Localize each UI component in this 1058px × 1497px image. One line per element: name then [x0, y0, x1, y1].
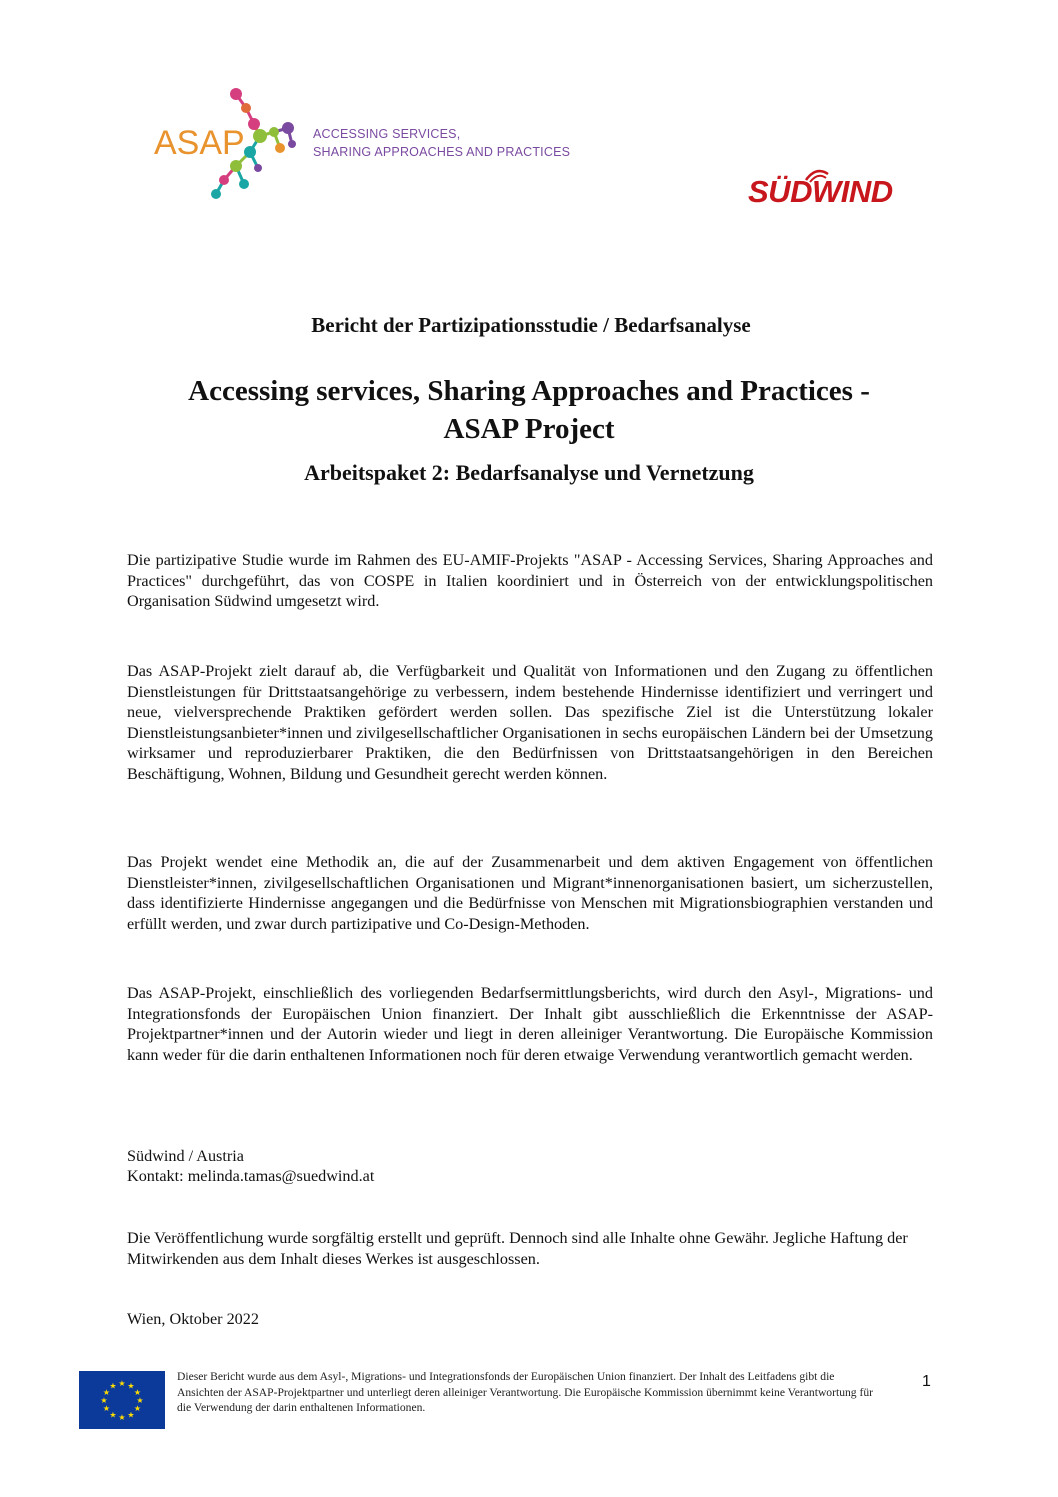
- suedwind-logo: [744, 168, 896, 218]
- asap-tagline-line2: SHARING APPROACHES AND PRACTICES: [313, 145, 571, 159]
- asap-logo: [150, 84, 571, 212]
- svg-text:★: ★: [133, 1404, 142, 1413]
- contact-line: Kontakt: melinda.tamas@suedwind.at: [127, 1167, 375, 1185]
- paragraph-funding: Das ASAP-Projekt, einschließlich des vorliegenden Bedarfsermittlungsberichts, wird durch den Asyl-, Migrations- und Integrationsfonds der Europäischen Union finanziert. Der Inhalt gibt ausschließlich die Erkenntnisse der ASAP-Projektpartner*innen und der Autorin wieder und liegt in deren alleiniger Verantwortung. Die Europäische Kommission kann weder für die darin enthaltenen Informationen noch für deren etwaige Verwendung verantwortlich gemacht werden.: [127, 984, 933, 1064]
- svg-text:★: ★: [109, 1381, 117, 1391]
- paragraph-study-intro: Die partizipative Studie wurde im Rahmen des EU-AMIF-Projekts "ASAP - Accessing Services, Sharing Approaches and Practices" durchgeführt, das von COSPE in Italien koordiniert und in Österreich von der entwicklungspolitischen Organisation Südwind umgesetzt wird.: [127, 551, 933, 611]
- footer-funding-note: Dieser Bericht wurde aus dem Asyl-, Migrations- und Integrationsfonds der Europäischen Union finanziert. Der Inhalt des Leitfadens gibt die Ansichten der ASAP-Projektpartner und unterliegt deren alleiniger Verantwortung. Die Europäische Kommission übernimmt keine Verantwortung für die Verwendung der darin enthaltenen Informationen.: [177, 1370, 873, 1415]
- svg-text:★: ★: [127, 1410, 135, 1420]
- work-package-title: Arbeitspaket 2: Bedarfsanalyse und Vernetzung: [304, 460, 754, 485]
- asap-tagline-line1: ACCESSING SERVICES,: [313, 127, 461, 141]
- organisation-line: Südwind / Austria: [127, 1147, 244, 1165]
- eu-flag-icon: [79, 1371, 165, 1429]
- date-line: Wien, Oktober 2022: [127, 1310, 259, 1328]
- svg-text:★: ★: [100, 1396, 108, 1405]
- wind-arc-icon: [802, 164, 832, 184]
- project-title: [0, 372, 1058, 448]
- document-title: Bericht der Partizipationsstudie / Bedarfsanalyse: [311, 313, 751, 337]
- asap-wordmark: ASAP: [154, 124, 245, 162]
- page-number: 1: [922, 1373, 931, 1390]
- svg-text:★: ★: [102, 1404, 111, 1413]
- svg-text:★: ★: [118, 1379, 126, 1388]
- svg-text:★: ★: [102, 1388, 111, 1397]
- eu-stars-icon: [79, 1371, 165, 1429]
- suedwind-wordmark: SÜDWIND: [748, 174, 893, 209]
- project-title-line2: ASAP Project: [443, 413, 615, 445]
- svg-text:★: ★: [133, 1388, 142, 1397]
- paragraph-methodology: Das Projekt wendet eine Methodik an, die auf der Zusammenarbeit und dem aktiven Engagement von öffentlichen Dienstleister*innen, zivilgesellschaftlichen Organisationen und Migrant*innenorganisationen basiert, um sicherzustellen, dass identifizierte Hindernisse angegangen und die Bedürfnisse von Menschen mit Migrationsbiographien verstanden und erfüllt werden, und zwar durch partizipative und Co-Design-Methoden.: [127, 853, 933, 933]
- paragraph-project-goals: Das ASAP-Projekt zielt darauf ab, die Verfügbarkeit und Qualität von Informationen und den Zugang zu öffentlichen Dienstleistungen für Drittstaatsangehörige zu verbessern, indem bestehende Hindernisse identifiziert und verringert und neue, vielversprechende Praktiken gefördert werden sollen. Das spezifische Ziel ist die Unterstützung lokaler Dienstleistungsanbieter*innen und zivilgesellschaftlicher Organisationen in sechs europäischen Ländern bei der Umsetzung wirksamer und reproduzierbarer Praktiken, die den Bedürfnissen von Drittstaatsangehörigen in den Bereichen Beschäftigung, Wohnen, Bildung und Gesundheit gerecht werden können.: [127, 662, 933, 783]
- svg-text:★: ★: [109, 1410, 117, 1420]
- project-title-line1: Accessing services, Sharing Approaches and Practices -: [188, 375, 870, 407]
- disclaimer-paragraph: Die Veröffentlichung wurde sorgfältig erstellt und geprüft. Dennoch sind alle Inhalte ohne Gewähr. Jegliche Haftung der Mitwirkenden aus dem Inhalt dieses Werkes ist ausgeschlossen.: [127, 1229, 908, 1268]
- svg-text:★: ★: [136, 1396, 144, 1405]
- svg-text:★: ★: [118, 1413, 126, 1422]
- svg-text:★: ★: [127, 1381, 135, 1391]
